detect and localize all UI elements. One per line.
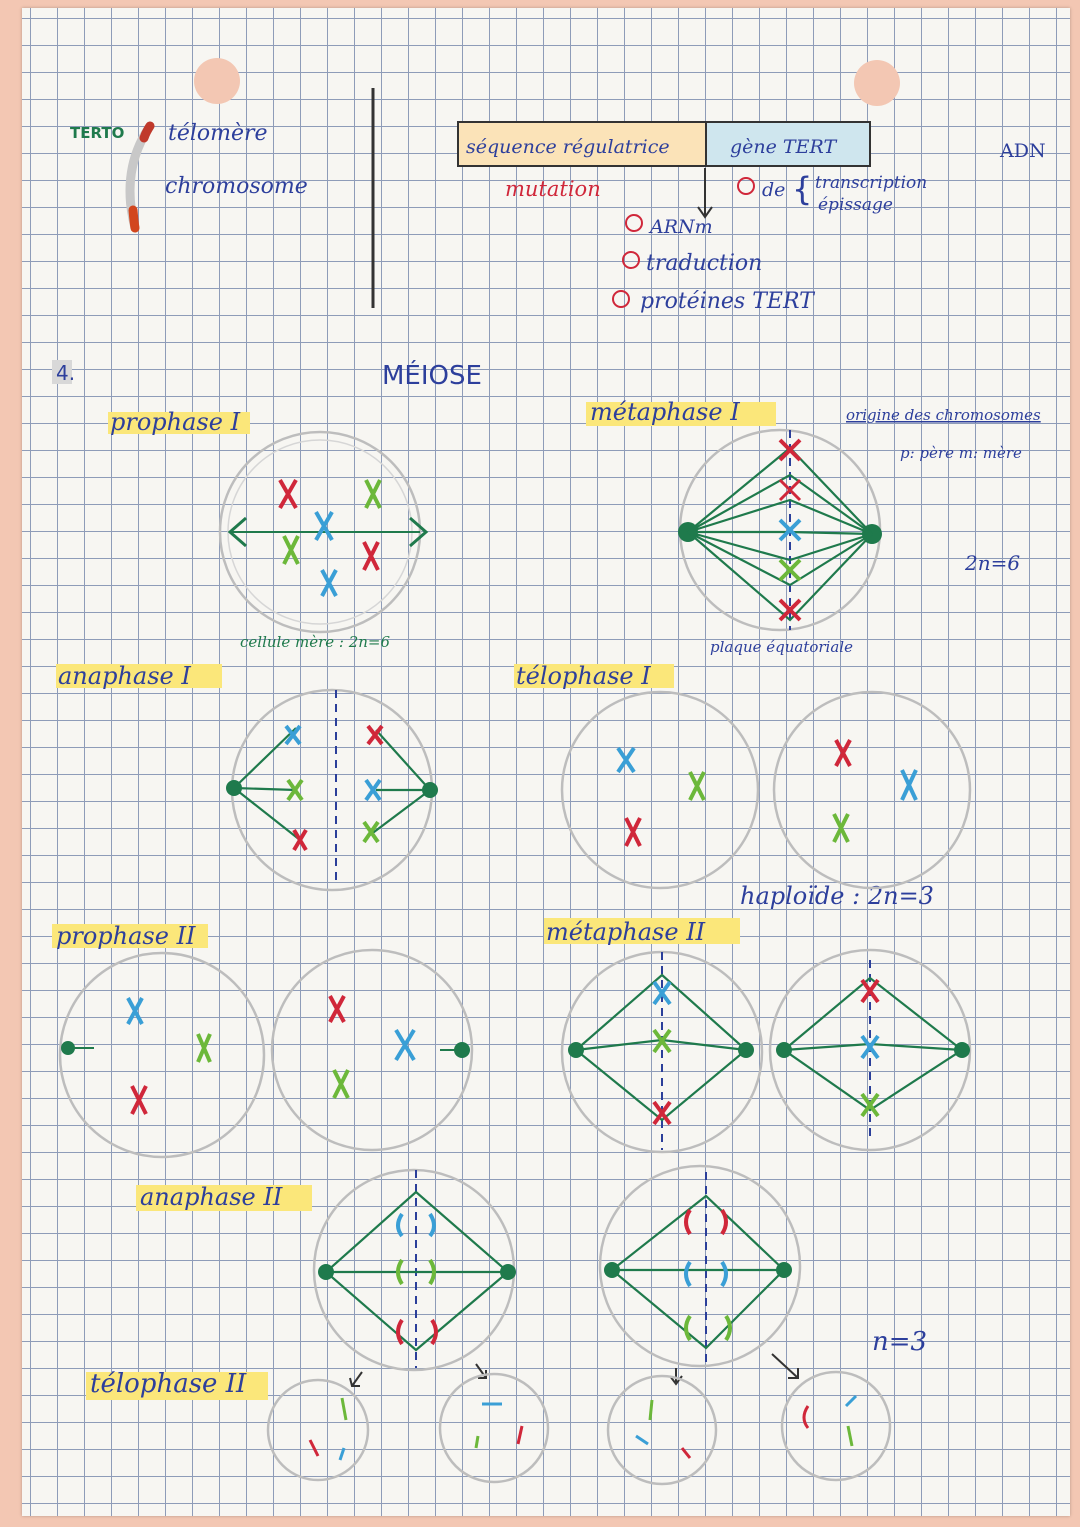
phase-label-telophase-2: télophase II <box>90 1369 247 1399</box>
adn-label: ADN <box>1000 140 1046 162</box>
traduction-label: traduction <box>646 251 763 276</box>
note-cellule-mere: cellule mère : 2n=6 <box>240 633 391 651</box>
chromosome-label: chromosome <box>165 174 308 199</box>
transcription-label: transcription <box>815 173 928 193</box>
phase-label-prophase-2: prophase II <box>56 922 196 950</box>
tert-label: TERTO <box>70 124 125 142</box>
telophase-1-diagram <box>562 692 970 888</box>
effect-de: de <box>762 179 786 201</box>
note-plaque: plaque équatoriale <box>710 638 853 656</box>
chromosome-telomere-sketch <box>70 121 308 228</box>
telophase-2-diagram <box>268 1372 890 1484</box>
phase-label-prophase-1: prophase I <box>110 408 241 436</box>
telomere-label: télomère <box>168 121 268 146</box>
section-title: MÉIOSE <box>382 361 482 391</box>
prophase-1-diagram <box>220 432 426 632</box>
section-number: 4. <box>56 361 76 385</box>
gene-regulation-notes <box>458 122 1046 314</box>
note-n-3: n=3 <box>872 1327 928 1357</box>
sequence-regulatrice-box: séquence régulatrice <box>466 136 670 158</box>
note-legend: p: père m: mère <box>900 444 1022 462</box>
arnm-label: ARNm <box>650 216 713 238</box>
prophase-2-diagram <box>60 950 472 1157</box>
note-2n-6: 2n=6 <box>965 551 1021 575</box>
proteines-tert-label: protéines TERT <box>640 289 814 314</box>
phase-label-telophase-1: télophase I <box>516 662 651 690</box>
anaphase-2-diagram <box>314 1166 800 1370</box>
phase-label-metaphase-2: métaphase II <box>546 918 706 946</box>
phase-label-metaphase-1: métaphase I <box>590 398 740 426</box>
svg-text:{: { <box>792 170 813 208</box>
phase-label-anaphase-1: anaphase I <box>58 662 191 690</box>
anaphase-1-diagram <box>226 690 438 890</box>
epissage-label: épissage <box>818 195 893 215</box>
metaphase-2-diagram <box>562 950 970 1152</box>
phase-label-anaphase-2: anaphase II <box>140 1183 283 1211</box>
note-origine: origine des chromosomes <box>846 406 1041 424</box>
mutation-label: mutation <box>505 177 601 201</box>
note-haploide: haploïde : 2n=3 <box>740 882 934 910</box>
metaphase-1-diagram <box>678 430 882 630</box>
gene-tert-box: gène TERT <box>730 136 837 158</box>
